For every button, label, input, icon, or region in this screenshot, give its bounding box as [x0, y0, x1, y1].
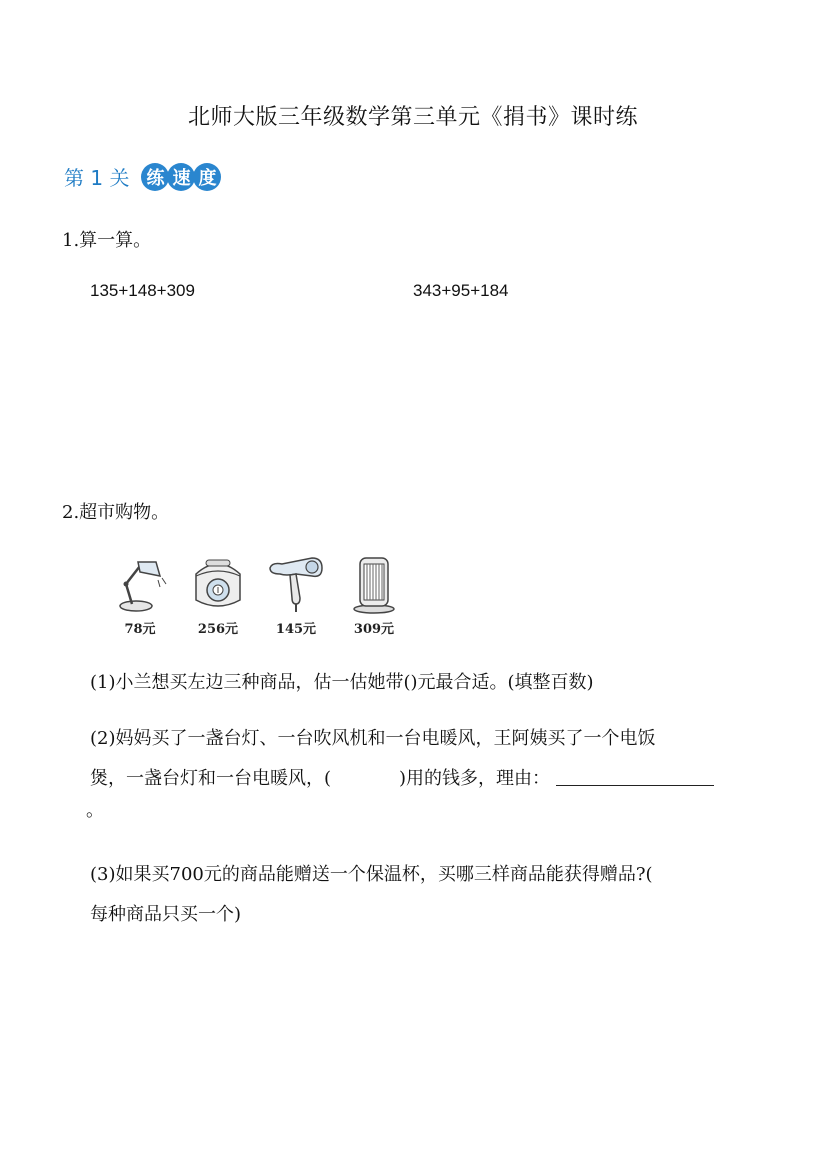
product-electric-heater [344, 554, 404, 637]
desk-lamp-icon [110, 554, 170, 614]
electric-heater-icon [344, 554, 404, 614]
sub-question-2-text-b: )用的钱多，理由： [399, 768, 551, 789]
expression: 343+95+184 [413, 281, 509, 300]
expression: 135+148+309 [90, 281, 195, 300]
rice-cooker-icon [188, 554, 248, 614]
sub-question-2-line-2 [90, 764, 714, 790]
sub-question-2-line-1: (2)妈妈买了一盏台灯、一台吹风机和一台电暖风，王阿姨买了一个电饭 [90, 728, 656, 749]
level-label: 第 1 关 [64, 166, 130, 190]
level-header [64, 162, 219, 191]
sub-question-3-line-1: (3)如果买700元的商品能赠送一个保温杯，买哪三样商品能获得赠品?( [90, 864, 653, 885]
product-price: 78元 [124, 622, 156, 637]
question-1-title: 1.算一算。 [62, 230, 152, 251]
sub-question-3-line-2: 每种商品只买一个) [90, 904, 242, 925]
sub-question-2-text-a: 煲，一盏台灯和一台电暖风，( [90, 768, 332, 789]
product-price: 145元 [275, 622, 317, 637]
badge-char: 练 [141, 163, 169, 191]
hair-dryer-icon [266, 554, 326, 614]
question-2-title: 2.超市购物。 [62, 502, 170, 523]
product-desk-lamp [110, 554, 170, 637]
sub-question-1: (1)小兰想买左边三种商品，估一估她带()元最合适。(填整百数) [90, 672, 594, 693]
product-hair-dryer [266, 554, 326, 637]
product-price: 256元 [197, 622, 239, 637]
badge-char: 度 [193, 163, 221, 191]
sub-question-2-line-3: 。 [86, 800, 104, 821]
product-rice-cooker [188, 554, 248, 637]
badge-char: 速 [167, 163, 195, 191]
reason-answer-line[interactable] [556, 784, 714, 786]
product-price: 309元 [353, 622, 395, 637]
page-title: 北师大版三年级数学第三单元《捐书》课时练 [187, 105, 638, 130]
